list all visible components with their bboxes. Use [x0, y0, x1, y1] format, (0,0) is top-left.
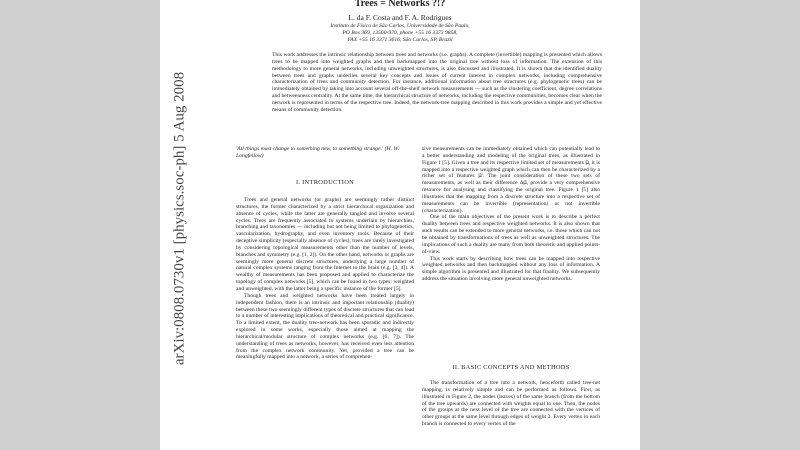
paragraph: One of the main objectives of the present work is to describe a perfect duality between trees and respective weighted networks. It is also shown that such results can be extended to more general networks, i.e. those which can not be obtained by transformations of trees as well as unweighted structures. The implications of such a duality are many from both theoretic and applied points-of-view.: [422, 214, 600, 255]
left-column-text: [236, 197, 414, 361]
paragraph: sive measurements can be immediately obtained which can potentially lead to a better understanding and modeling of the original trees, as illustrated in Figure 1 [5]. Given a tree and its respective limited set of measurements μ⃗, it is mapped into a respective weighted graph which can then be characterized by a richer set of features μ⃗'. The joint consideration of these two sets of measurements, as well as their difference Δμ⃗, provide a very comprehensive resource for analysing and classifying the original tree. Figure 1 [5] also illustrates that the mapping from a discrete structure into a respective set of measurements can be invertible (representation) or not invertible (characterization).: [422, 146, 600, 214]
paragraph: This work starts by describing how trees can be mapped into respective weighted networks and then backmapped without any loss of information. A simple algorithm is presented and illustrated for that finality. We subsequently address the situation involving more general unweighted networks.: [422, 255, 600, 283]
paragraph: Trees and general networks (or graphs) are seemingly rather distinct structures, the former characterized by a strict hierarchical organization and absence of cycles, while the latter are generally tangled and involve several cycles. Trees are frequently associated to systems underlain by hierarchies, branching and taxonomies — including but not being limited to phylogenetics, vascularization, hydrography, and even inventory tools. Because of their deceptive simplicity (especially absence of cycles), trees are rarely investigated by considering topological measurements other than the number of levels, branches and symmetry (e.g. [1, 2]). On the other hand, networks or graphs are seemingly more general discrete structures, underlying a large number of natural complex systems ranging from the Internet to the brain (e.g. [3, 4]). A wealthy of measurements has been proposed and applied to characterize the topology of complex networks [5], which can be found in two types: weighted and unweighted, with the latter being a specific instance of the former [5].: [236, 197, 414, 292]
paragraph: Though trees and weighted networks have been treated largely in independent fashion, there is an intrinsic and important relationship (duality) between these two seemingly different types of discrete structures that can lead to a number of interesting implications of theoretical and practical significance. To a limited extent, the duality tree-network has been sporadic and indirectly explored in some works, especially those aimed at mapping the hierarchical/modular structure of complex networks (e.g. [6, 7]). The understanding of trees as networks, however, has received even less attention from the complex network community. Yet, provided a tree can be meaningfully mapped into a network, a series of comprehen-: [236, 292, 414, 361]
paragraph: The transformation of a tree into a network, henceforth called tree-net mapping, is relatively simple and can be performed as follows. First, as illustrated in Figure 2, the nodes (leaves) of the same branch (from the bottom of the tree upwards) are connected with weights equal to one. Then, the nodes of the groups at the next level of the tree are connected with the vertices of other groups at the same level through edges of weight 2. Every vertex in each branch is connected to every vertex of the: [422, 380, 600, 428]
affiliation-line-1: Instituto de Física de São Carlos, Universidade de São Paulo,: [330, 23, 470, 29]
section-heading-basic-concepts: II. BASIC CONCEPTS AND METHODS: [452, 364, 570, 371]
paper-title: Trees = Networks ?!?: [354, 0, 446, 9]
abstract: This work addresses the intrinsic relationship between trees and networks (i.e. graphs). A complete (invertible) mapping is presented which allows trees to be mapped into weighted graphs and then backmapped into the original tree without loss of information. The extension of this methodology to more general networks, including unweighted structures, is also discussed and illustrated. It is shown that the identified duality between trees and graphs underlies several key concepts and issues of current interest in complex networks, including comprehensive characterization of trees and community detection. For instance, additional information about tree structures (e.g. phylogenetic trees) can be immediately obtained by taking into account several off-the-shelf network measurements — such as the clustering coefficient, degree correlations and betweenness centrality. At the same time, the hierarchical structure of networks, including the respective communities, becomes clear when the network is represented in terms of the respective tree. Indeed, the network-tree mapping described in this work provides a simple and yet effective means of community detection.: [272, 52, 602, 113]
arxiv-sidebar: [160, 0, 198, 450]
affiliation-line-3: FAX +55 16 3371 3616, São Carlos, SP, Brazil: [347, 37, 453, 43]
section-heading-introduction: I. INTRODUCTION: [295, 179, 355, 186]
paper-authors: L. da F. Costa and F. A. Rodrigues: [348, 13, 452, 22]
right-column-text-2: [422, 380, 600, 428]
epigraph: 'All things must change to something new, to something strange.' (H. W. Longfellow): [236, 146, 400, 159]
right-column-text: [422, 146, 600, 283]
affiliation-line-2: PO Box 369, 13560-970, phone +55 16 3373 9858,: [342, 30, 458, 36]
arxiv-identifier: arXiv:0808.0730v1 [physics.soc-ph] 5 Aug 2008: [171, 71, 188, 366]
paper-page: [160, 0, 640, 450]
